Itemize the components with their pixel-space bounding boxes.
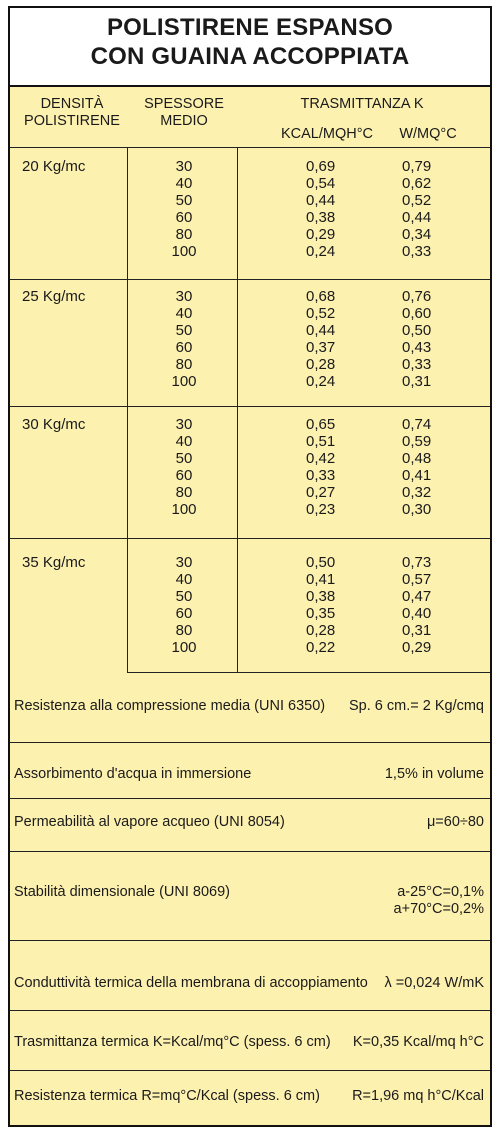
- table-cell: 100: [171, 639, 197, 656]
- table-cell: 40: [175, 433, 193, 450]
- table-cell: 30: [175, 416, 193, 433]
- column-divider-2: [237, 147, 238, 672]
- table-cell: 0,44: [306, 192, 336, 209]
- group-3-kcal: [306, 416, 335, 518]
- table-cell: 0,29: [306, 226, 336, 243]
- table-cell: 0,28: [306, 622, 336, 639]
- group-3-thickness: [132, 416, 236, 518]
- table-cell: 0,24: [306, 373, 336, 390]
- table-cell: 0,68: [306, 288, 336, 305]
- table-cell: 0,43: [402, 339, 432, 356]
- group-4-kcal: [306, 554, 335, 656]
- table-cell: 50: [175, 588, 193, 605]
- table-cell: 40: [175, 305, 193, 322]
- table-cell: 0,31: [402, 622, 432, 639]
- table-cell: 0,34: [402, 226, 432, 243]
- table-cell: 0,33: [402, 243, 432, 260]
- table-cell: 60: [175, 339, 193, 356]
- group-1-kcal: [306, 158, 335, 260]
- table-cell: 80: [175, 356, 193, 373]
- table-cell: 0,44: [402, 209, 432, 226]
- property-label: Trasmittanza termica K=Kcal/mq°C (spess. 6 cm): [14, 1034, 331, 1050]
- table-cell: 0,28: [306, 356, 336, 373]
- property-value: Sp. 6 cm.= 2 Kg/cmq: [349, 698, 484, 714]
- table-cell: 0,41: [402, 467, 432, 484]
- table-cell: 0,37: [306, 339, 336, 356]
- table-cell: 0,74: [402, 416, 432, 433]
- table-cell: 60: [175, 209, 193, 226]
- group-4-thickness: [132, 554, 236, 656]
- property-value: R=1,96 mq h°C/Kcal: [352, 1088, 484, 1104]
- group-divider-1: [10, 279, 490, 280]
- table-cell: 0,35: [306, 605, 336, 622]
- table-cell: 0,44: [306, 322, 336, 339]
- property-divider: [10, 851, 490, 852]
- table-cell: 0,38: [306, 588, 336, 605]
- table-cell: 60: [175, 467, 193, 484]
- header-density-line-2: POLISTIRENE: [24, 113, 120, 129]
- table-cell: 50: [175, 322, 193, 339]
- table-cell: 0,51: [306, 433, 336, 450]
- table-cell: 0,32: [402, 484, 432, 501]
- property-label: Conduttività termica della membrana di accoppiamento: [14, 975, 368, 991]
- property-label: Resistenza termica R=mq°C/Kcal (spess. 6 cm): [14, 1088, 320, 1104]
- group-1-w: [402, 158, 431, 260]
- table-cell: 0,33: [402, 356, 432, 373]
- table-cell: 80: [175, 622, 193, 639]
- table-cell: 0,31: [402, 373, 432, 390]
- table-cell: 0,41: [306, 571, 336, 588]
- group-divider-3: [10, 538, 490, 539]
- group-2-kcal: [306, 288, 335, 390]
- group-2-w: [402, 288, 431, 390]
- table-cell: 0,27: [306, 484, 336, 501]
- table-cell: 0,40: [402, 605, 432, 622]
- table-bottom-line: [127, 672, 490, 673]
- column-divider-1: [127, 147, 128, 672]
- table-cell: 0,52: [402, 192, 432, 209]
- table-cell: 30: [175, 554, 193, 571]
- property-value: [394, 884, 484, 918]
- property-value-line-2: a+70°C=0,2%: [393, 901, 484, 917]
- table-cell: 80: [175, 484, 193, 501]
- group-4-w: [402, 554, 431, 656]
- table-cell: 50: [175, 192, 193, 209]
- table-cell: 0,59: [402, 433, 432, 450]
- header-divider: [10, 147, 490, 148]
- group-2-thickness: [132, 288, 236, 390]
- header-unit-kcal: KCAL/MQH°C: [280, 126, 373, 142]
- table-cell: 50: [175, 450, 193, 467]
- table-cell: 0,23: [306, 501, 336, 518]
- property-label: Permeabilità al vapore acqueo (UNI 8054): [14, 814, 285, 830]
- table-cell: 40: [175, 175, 193, 192]
- table-cell: 0,79: [402, 158, 432, 175]
- property-divider: [10, 940, 490, 941]
- title-box: [10, 8, 490, 87]
- property-value: 1,5% in volume: [384, 766, 484, 782]
- table-cell: 100: [171, 373, 197, 390]
- table-cell: 0,76: [402, 288, 432, 305]
- table-cell: 0,33: [306, 467, 336, 484]
- table-cell: 0,24: [306, 243, 336, 260]
- title-line-1: POLISTIRENE ESPANSO: [106, 14, 394, 41]
- property-divider: [10, 1070, 490, 1071]
- table-cell: 0,57: [402, 571, 432, 588]
- property-value: μ=60÷80: [426, 814, 484, 830]
- header-thickness-line-2: MEDIO: [160, 113, 208, 129]
- table-cell: 0,48: [402, 450, 432, 467]
- header-transmittance: TRASMITTANZA K: [300, 96, 424, 112]
- property-label: Stabilità dimensionale (UNI 8069): [14, 884, 230, 900]
- table-cell: 100: [171, 501, 197, 518]
- table-cell: 0,54: [306, 175, 336, 192]
- header-unit-w: W/MQ°C: [399, 126, 457, 142]
- data-sheet: [8, 6, 492, 1127]
- property-divider: [10, 798, 490, 799]
- table-cell: 0,38: [306, 209, 336, 226]
- table-cell: 0,50: [306, 554, 336, 571]
- title-line-2: CON GUAINA ACCOPPIATA: [90, 43, 410, 70]
- table-cell: 0,62: [402, 175, 432, 192]
- property-label: Assorbimento d'acqua in immersione: [14, 766, 252, 782]
- table-cell: 0,22: [306, 639, 336, 656]
- table-cell: 0,47: [402, 588, 432, 605]
- density-label-35: 35 Kg/mc: [22, 554, 86, 571]
- table-cell: 40: [175, 571, 193, 588]
- table-cell: 30: [175, 158, 193, 175]
- table-cell: 0,29: [402, 639, 432, 656]
- table-cell: 0,60: [402, 305, 432, 322]
- header-thickness-line-1: SPESSORE: [144, 96, 224, 112]
- density-label-25: 25 Kg/mc: [22, 288, 86, 305]
- table-cell: 0,73: [402, 554, 432, 571]
- table-cell: 0,42: [306, 450, 336, 467]
- table-cell: 0,69: [306, 158, 336, 175]
- table-cell: 80: [175, 226, 193, 243]
- table-cell: 0,50: [402, 322, 432, 339]
- property-value: K=0,35 Kcal/mq h°C: [352, 1034, 484, 1050]
- density-label-20: 20 Kg/mc: [22, 158, 86, 175]
- property-value-line-1: a-25°C=0,1%: [397, 884, 484, 900]
- table-cell: 100: [171, 243, 197, 260]
- table-cell: 60: [175, 605, 193, 622]
- property-divider: [10, 1010, 490, 1011]
- table-cell: 0,65: [306, 416, 336, 433]
- density-label-30: 30 Kg/mc: [22, 416, 86, 433]
- table-cell: 0,30: [402, 501, 432, 518]
- group-1-thickness: [132, 158, 236, 260]
- header-density-line-1: DENSITÀ: [40, 96, 104, 112]
- header-density: [22, 96, 122, 130]
- header-thickness: [132, 96, 236, 130]
- group-3-w: [402, 416, 431, 518]
- table-cell: 30: [175, 288, 193, 305]
- property-label: Resistenza alla compressione media (UNI 6350): [14, 698, 326, 714]
- property-divider: [10, 742, 490, 743]
- group-divider-2: [10, 406, 490, 407]
- property-value: λ =0,024 W/mK: [384, 975, 484, 991]
- table-cell: 0,52: [306, 305, 336, 322]
